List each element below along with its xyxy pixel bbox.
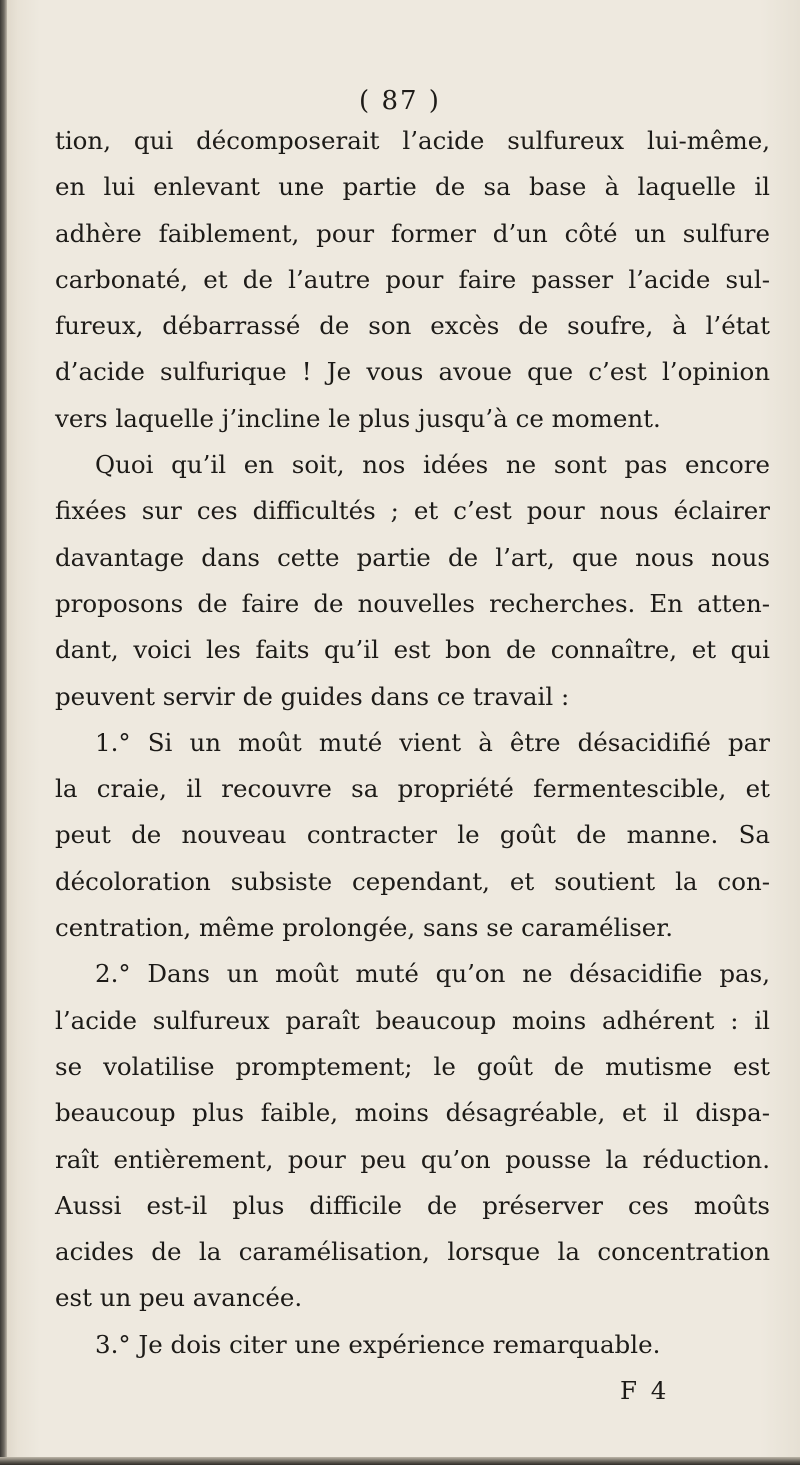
text-line: dant, voici les faits qu’il est bon de connaître, et qui xyxy=(55,635,770,665)
text-line: est un peu avancée. xyxy=(55,1283,303,1313)
paragraph xyxy=(55,118,770,442)
text-line: davantage dans cette partie de l’art, que nous nous xyxy=(55,542,770,572)
text-line: 3.° Je dois citer une expérience remarquable. xyxy=(95,1329,661,1359)
text-line: d’acide sulfurique ! Je vous avoue que c’est l’opinion xyxy=(55,357,770,387)
text-line: carbonaté, et de l’autre pour faire passer l’acide sul- xyxy=(55,264,770,294)
signature-mark: F 4 xyxy=(620,1376,670,1406)
text-line: vers laquelle j’incline le plus jusqu’à ce moment. xyxy=(55,403,661,433)
text-line: Quoi qu’il en soit, nos idées ne sont pas encore xyxy=(95,450,770,480)
text-line: 1.° Si un moût muté vient à être désacidifié par xyxy=(95,727,770,757)
text-line: 2.° Dans un moût muté qu’on ne désacidifie pas, xyxy=(95,959,770,989)
paragraph xyxy=(55,442,770,720)
text-line: acides de la caramélisation, lorsque la concentration xyxy=(55,1237,770,1267)
paragraph xyxy=(55,1322,770,1368)
binding-edge xyxy=(0,0,7,1465)
text-line: l’acide sulfureux paraît beaucoup moins adhérent : il xyxy=(55,1005,770,1035)
paragraph xyxy=(55,720,770,951)
page-bottom-edge xyxy=(0,1457,800,1465)
text-line: Aussi est-il plus difficile de préserver ces moûts xyxy=(55,1190,770,1220)
text-line: beaucoup plus faible, moins désagréable, et il dispa- xyxy=(55,1098,770,1128)
page-number-header: ( 87 ) xyxy=(359,86,441,116)
text-line: raît entièrement, pour peu qu’on pousse la réduction. xyxy=(55,1144,770,1174)
text-line: fureux, débarrassé de son excès de soufre, à l’état xyxy=(55,311,770,341)
text-line: la craie, il recouvre sa propriété fermentescible, et xyxy=(55,774,770,804)
text-line: centration, même prolongée, sans se caraméliser. xyxy=(55,913,674,943)
text-line: se volatilise promptement; le goût de mutisme est xyxy=(55,1051,770,1081)
text-line: fixées sur ces difficultés ; et c’est pour nous éclairer xyxy=(55,496,770,526)
body-text xyxy=(55,118,770,1414)
text-line: tion, qui décomposerait l’acide sulfureux lui-même, xyxy=(55,126,770,155)
text-line: adhère faiblement, pour former d’un côté un sulfure xyxy=(55,218,770,248)
text-line: en lui enlevant une partie de sa base à laquelle il xyxy=(55,172,770,202)
text-line: proposons de faire de nouvelles recherches. En atten- xyxy=(55,588,770,618)
text-line: décoloration subsiste cependant, et soutient la con- xyxy=(55,866,770,896)
text-line: peuvent servir de guides dans ce travail : xyxy=(55,681,570,711)
paragraph xyxy=(55,951,770,1321)
text-line: peut de nouveau contracter le goût de manne. Sa xyxy=(55,820,770,850)
